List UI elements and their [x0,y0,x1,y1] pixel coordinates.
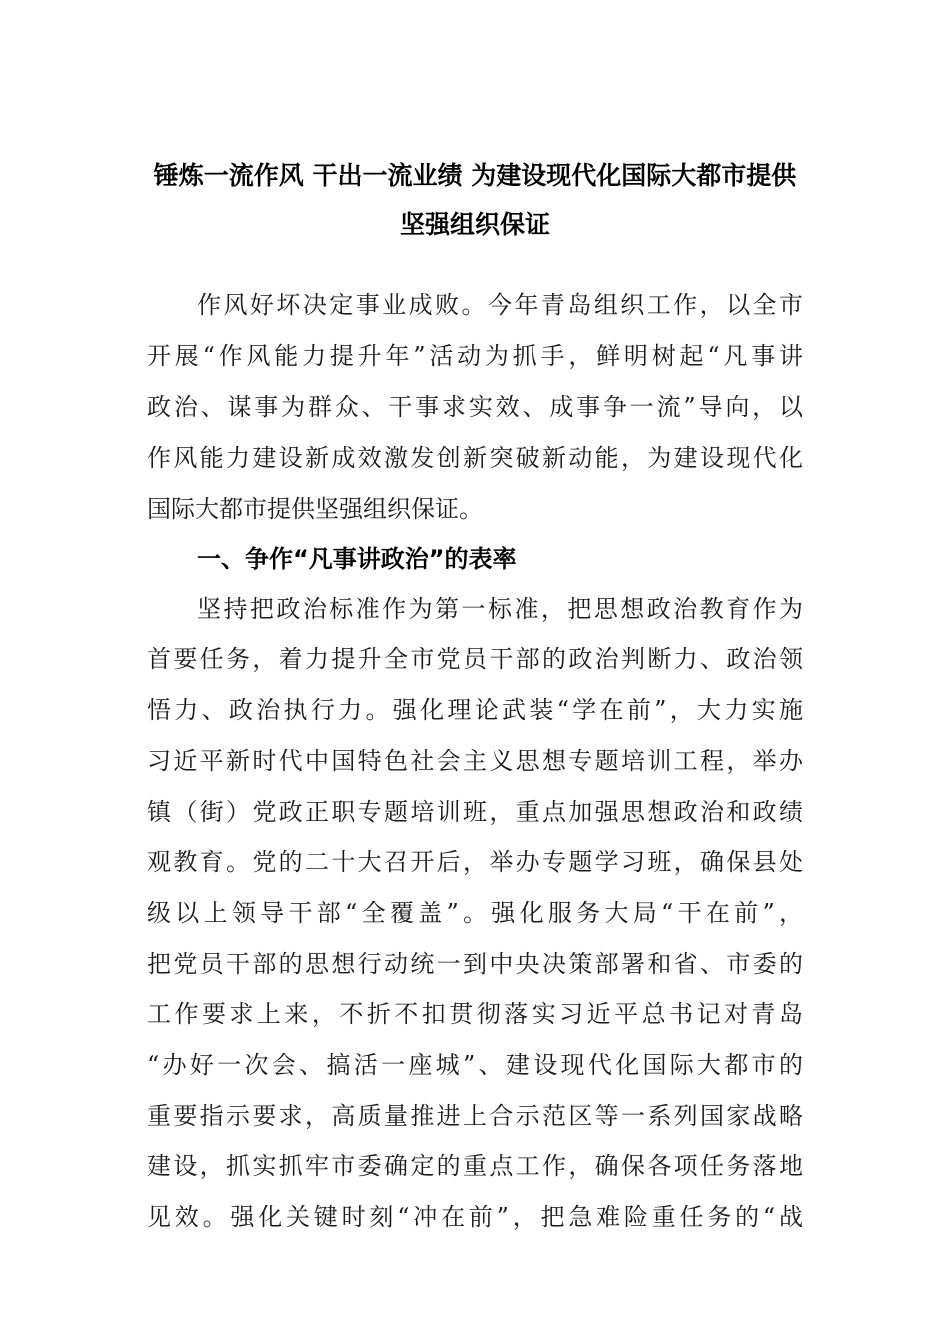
intro-paragraph-line: 作风能力建设新成效激发创新突破新动能，为建设现代化 [147,444,803,472]
section-paragraph-line: 悟力、政治执行力。强化理论武装“学在前”，大力实施 [147,696,803,724]
section-paragraph-line: 习近平新时代中国特色社会主义思想专题培训工程，举办 [147,747,803,775]
section-paragraph-line: 重要指示要求，高质量推进上合示范区等一系列国家战略 [147,1102,803,1130]
section-paragraph-line: 级以上领导干部“全覆盖”。强化服务大局“干在前”， [147,899,803,927]
section-paragraph-line: 镇（街）党政正职专题培训班，重点加强思想政治和政绩 [147,798,803,826]
document-title-line-2: 坚强组织保证 [399,210,550,239]
intro-paragraph-line: 作风好坏决定事业成败。今年青岛组织工作，以全市 [197,291,803,319]
section-paragraph-line: 观教育。党的二十大召开后，举办专题学习班，确保县处 [147,848,803,876]
intro-paragraph-line: 政治、谋事为群众、干事求实效、成事争一流”导向，以 [147,393,803,421]
section-paragraph-line: 把党员干部的思想行动统一到中央决策部署和省、市委的 [147,950,803,978]
section-paragraph-line: 见效。强化关键时刻“冲在前”，把急难险重任务的“战 [147,1203,803,1231]
section-paragraph-line: “办好一次会、搞活一座城”、建设现代化国际大都市的 [147,1051,803,1079]
section-paragraph-line: 坚持把政治标准作为第一标准，把思想政治教育作为 [197,595,803,623]
section-paragraph-line: 工作要求上来，不折不扣贯彻落实习近平总书记对青岛 [147,1000,803,1028]
intro-paragraph-line: 国际大都市提供坚强组织保证。 [147,495,483,523]
section-heading: 一、争作“凡事讲政治”的表率 [197,545,517,573]
document-title-line-1: 锤炼一流作风 干出一流业绩 为建设现代化国际大都市提供 [153,161,797,190]
section-paragraph-line: 首要任务，着力提升全市党员干部的政治判断力、政治领 [147,645,803,673]
section-paragraph-line: 建设，抓实抓牢市委确定的重点工作，确保各项任务落地 [147,1152,803,1180]
intro-paragraph-line: 开展“作风能力提升年”活动为抓手，鲜明树起“凡事讲 [147,342,803,370]
